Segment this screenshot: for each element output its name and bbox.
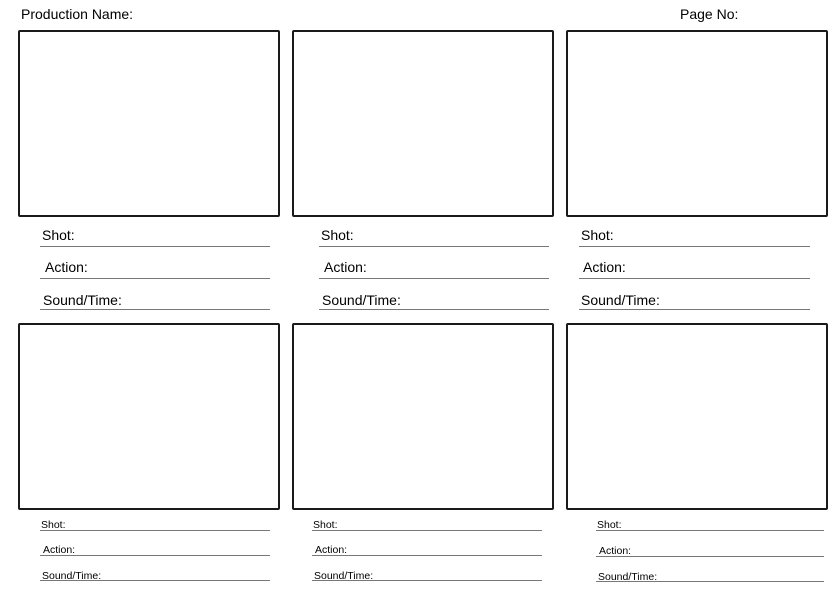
storyboard-frame-3: [566, 30, 828, 217]
action-label-1: Action:: [45, 259, 88, 275]
shot-label-5: Shot:: [313, 519, 338, 531]
storyboard-frame-4: [18, 323, 280, 510]
storyboard-frame-6: [566, 323, 828, 510]
shot-line-3: [579, 246, 810, 247]
action-line-1: [40, 278, 270, 279]
shot-line-1: [40, 246, 270, 247]
sound-time-label-1: Sound/Time:: [43, 292, 122, 308]
sound-time-line-5: [312, 580, 542, 581]
sound-time-label-4: Sound/Time:: [42, 570, 102, 582]
action-label-5: Action:: [315, 544, 348, 556]
page-number-label: Page No:: [680, 6, 739, 22]
sound-time-label-2: Sound/Time:: [322, 292, 401, 308]
sound-time-line-6: [596, 581, 824, 582]
storyboard-frame-5: [292, 323, 554, 510]
sound-time-line-2: [319, 309, 549, 310]
action-label-6: Action:: [599, 545, 632, 557]
shot-label-2: Shot:: [321, 227, 354, 243]
shot-line-6: [596, 530, 824, 531]
action-line-6: [596, 556, 824, 557]
sound-time-label-6: Sound/Time:: [598, 571, 658, 583]
shot-line-5: [312, 530, 542, 531]
action-line-5: [312, 555, 542, 556]
action-label-4: Action:: [43, 544, 76, 556]
storyboard-frame-2: [292, 30, 554, 217]
shot-line-4: [40, 530, 270, 531]
production-name-label: Production Name:: [21, 6, 134, 22]
shot-label-3: Shot:: [581, 227, 614, 243]
action-label-3: Action:: [583, 259, 626, 275]
sound-time-line-3: [579, 309, 810, 310]
action-line-2: [319, 278, 549, 279]
sound-time-label-3: Sound/Time:: [581, 292, 660, 308]
sound-time-line-1: [40, 309, 270, 310]
sound-time-line-4: [40, 580, 270, 581]
shot-label-1: Shot:: [42, 227, 75, 243]
action-line-4: [40, 555, 270, 556]
shot-label-6: Shot:: [597, 519, 622, 531]
action-line-3: [579, 278, 810, 279]
shot-line-2: [319, 246, 549, 247]
sound-time-label-5: Sound/Time:: [314, 570, 374, 582]
shot-label-4: Shot:: [41, 519, 66, 531]
action-label-2: Action:: [324, 259, 367, 275]
storyboard-frame-1: [18, 30, 280, 217]
